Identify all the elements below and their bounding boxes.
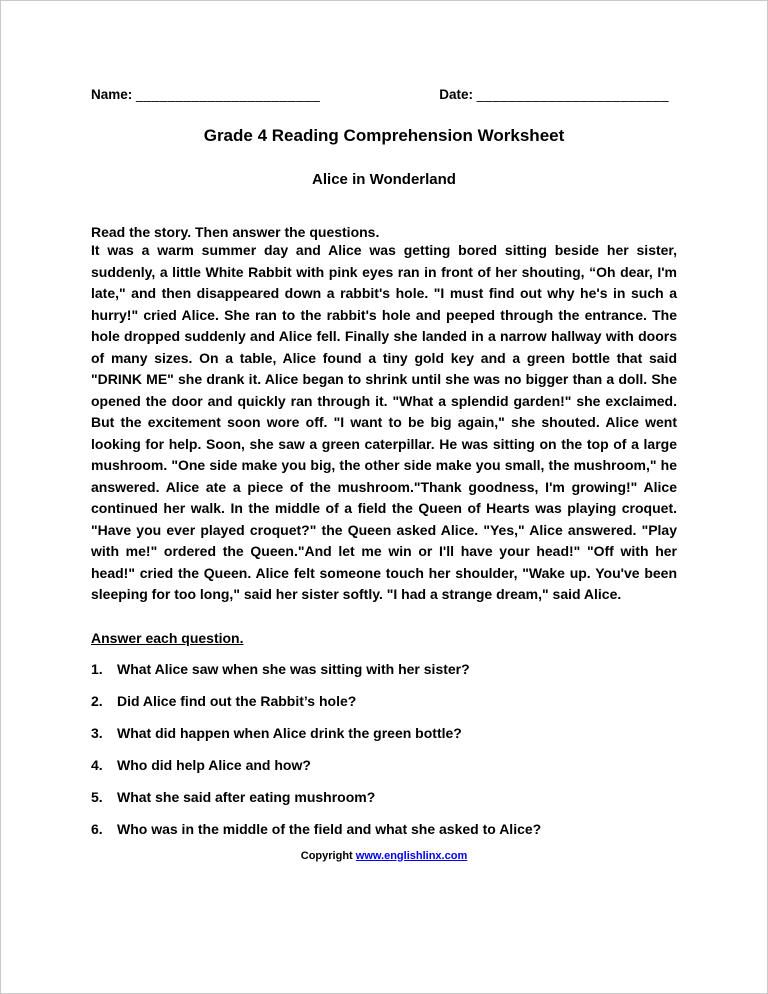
footer (91, 850, 677, 862)
question-number: 4. (91, 756, 103, 773)
question-number: 1. (91, 660, 103, 677)
page-subtitle: Alice in Wonderland (312, 171, 456, 188)
page-title: Grade 4 Reading Comprehension Worksheet (203, 126, 565, 145)
story-text: It was a warm summer day and Alice was getting bored sitting beside her sister, suddenly, a little White Rabbit with pink eyes ran in front of her shouting, “Oh dear, I'm late," and then disappeared down a rabbit's hole. "I must find out why he's in such a hurry!" cried Alice. She ran to the rabbit's hole and peeped through the entrance. The hole dropped suddenly and Alice fell. Finally she landed in a narrow hallway with doors of many sizes. On a table, Alice found a tiny gold key and a green bottle that said "DRINK ME" she drank it. Alice began to shrink until she was no bigger than a doll. She opened the door and quickly ran through it. "What a splendid garden!" she exclaimed. But the excitement soon wore off. "I want to be big again," she shouted. Alice went looking for help. Soon, she saw a green caterpillar. He was sitting on the top of a large mushroom. "One side make you big, the other side make you small, the mushroom," he answered. Alice ate a piece of the mushroom."Thank goodness, I'm growing!" Alice continued her walk. In the middle of a field the Queen of Hearts was playing croquet. "Have you ever played croquet?" the Queen asked Alice. "Yes," Alice answered. "Play with me!" ordered the Queen."And let me win or I'll have your head!" "Off with her head!" cried the Queen. Alice felt someone touch her shoulder, "Wake up. You've been sleeping for too long," said her sister softly. "I had a strange dream," said Alice. (91, 242, 677, 602)
englishlinx-link[interactable]: www.englishlinx.com (355, 849, 468, 862)
name-blank-line: _______________________ (136, 87, 321, 102)
question-text: Who was in the middle of the field and what she asked to Alice? (117, 820, 542, 837)
question-text: Who did help Alice and how? (117, 756, 311, 773)
question-number: 5. (91, 788, 103, 805)
question-number: 6. (91, 820, 103, 837)
questions-list (91, 660, 677, 838)
question-number: 3. (91, 724, 103, 741)
copyright-label: Copyright (300, 849, 353, 862)
questions-header: Answer each question. (91, 629, 244, 646)
question-item (91, 724, 677, 742)
date-field (439, 87, 669, 102)
question-item (91, 788, 677, 806)
date-label: Date: (439, 87, 474, 102)
date-blank-line: ________________________ (476, 87, 669, 102)
story-instruction: Read the story. Then answer the questions. (91, 224, 380, 240)
question-text: Did Alice find out the Rabbit’s hole? (117, 692, 357, 709)
question-item (91, 756, 677, 774)
name-label: Name: (91, 87, 133, 102)
question-text: What did happen when Alice drink the green bottle? (117, 724, 462, 741)
question-item (91, 692, 677, 710)
name-date-row (91, 87, 677, 102)
name-field (91, 87, 320, 102)
question-number: 2. (91, 692, 103, 709)
question-text: What she said after eating mushroom? (117, 788, 376, 805)
question-item (91, 820, 677, 838)
question-item (91, 660, 677, 678)
question-text: What Alice saw when she was sitting with her sister? (117, 660, 470, 677)
